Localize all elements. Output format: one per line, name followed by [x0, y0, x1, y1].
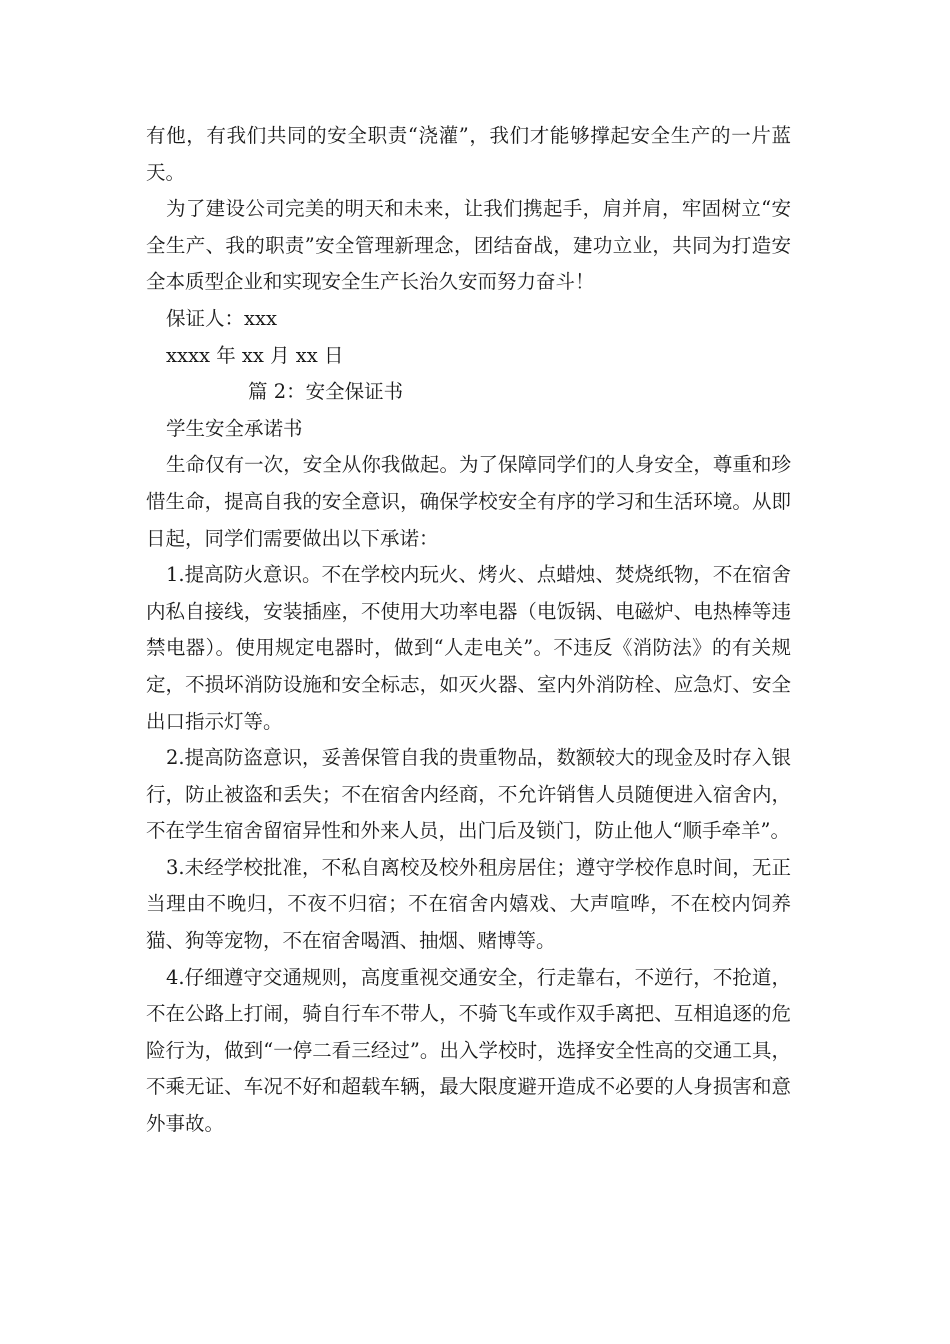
paragraph-item-4: 4.仔细遵守交通规则，高度重视交通安全，行走靠右，不逆行，不抢道，不在公路上打闹，骑自行车不带人，不骑飞车或作双手离把、互相追逐的危险行为，做到“一停二看三经过”。出入学校时，选择安全性高的交通工具，不乘无证、车况不好和超载车辆，最大限度避开造成不必要的人身损害和意外事故。 [146, 965, 791, 1136]
date-line: xxxx 年 xx 月 xx 日 [166, 343, 344, 367]
guarantor-line: 保证人：xxx [166, 306, 277, 330]
section-title: 篇 2：安全保证书 [248, 380, 404, 404]
paragraph-item-2: 2.提高防盗意识，妥善保管自我的贵重物品，数额较大的现金及时存入银行，防止被盗和丢失；不在宿舍内经商，不允许销售人员随便进入宿舍内，不在学生宿舍留宿异性和外来人员，出门后及锁门，防止他人“顺手牵羊”。 [146, 746, 791, 843]
paragraph-item-3: 3.未经学校批准，不私自离校及校外租房居住；遵守学校作息时间，无正当理由不晚归，不夜不归宿；不在宿舍内嬉戏、大声喧哗，不在校内饲养猫、狗等宠物，不在宿舍喝酒、抽烟、赌博等。 [146, 855, 791, 953]
paragraph-continuation: 有他，有我们共同的安全职责“浇灌”，我们才能够撑起安全生产的一片蓝天。 [146, 124, 791, 184]
paragraph-item-1: 1.提高防火意识。不在学校内玩火、烤火、点蜡烛、焚烧纸物，不在宿舍内私自接线，安装插座，不使用大功率电器（电饭锅、电磁炉、电热棒等违禁电器）。使用规定电器时，做到“人走电关”。不违反《消防法》的有关规定，不损坏消防设施和安全标志，如灭火器、室内外消防栓、应急灯、安全出口指示灯等。 [146, 563, 791, 733]
document-body [146, 118, 791, 1143]
paragraph-intro: 生命仅有一次，安全从你我做起。为了保障同学们的人身安全，尊重和珍惜生命，提高自我的安全意识，确保学校安全有序的学习和生活环境。从即日起，同学们需要做出以下承诺： [146, 453, 791, 550]
document-subtitle: 学生安全承诺书 [166, 416, 303, 440]
paragraph-closing: 为了建设公司完美的明天和未来，让我们携起手，肩并肩，牢固树立“安全生产、我的职责”安全管理新理念，团结奋战，建功立业，共同为打造安全本质型企业和实现安全生产长治久安而努力奋斗！ [146, 197, 791, 294]
